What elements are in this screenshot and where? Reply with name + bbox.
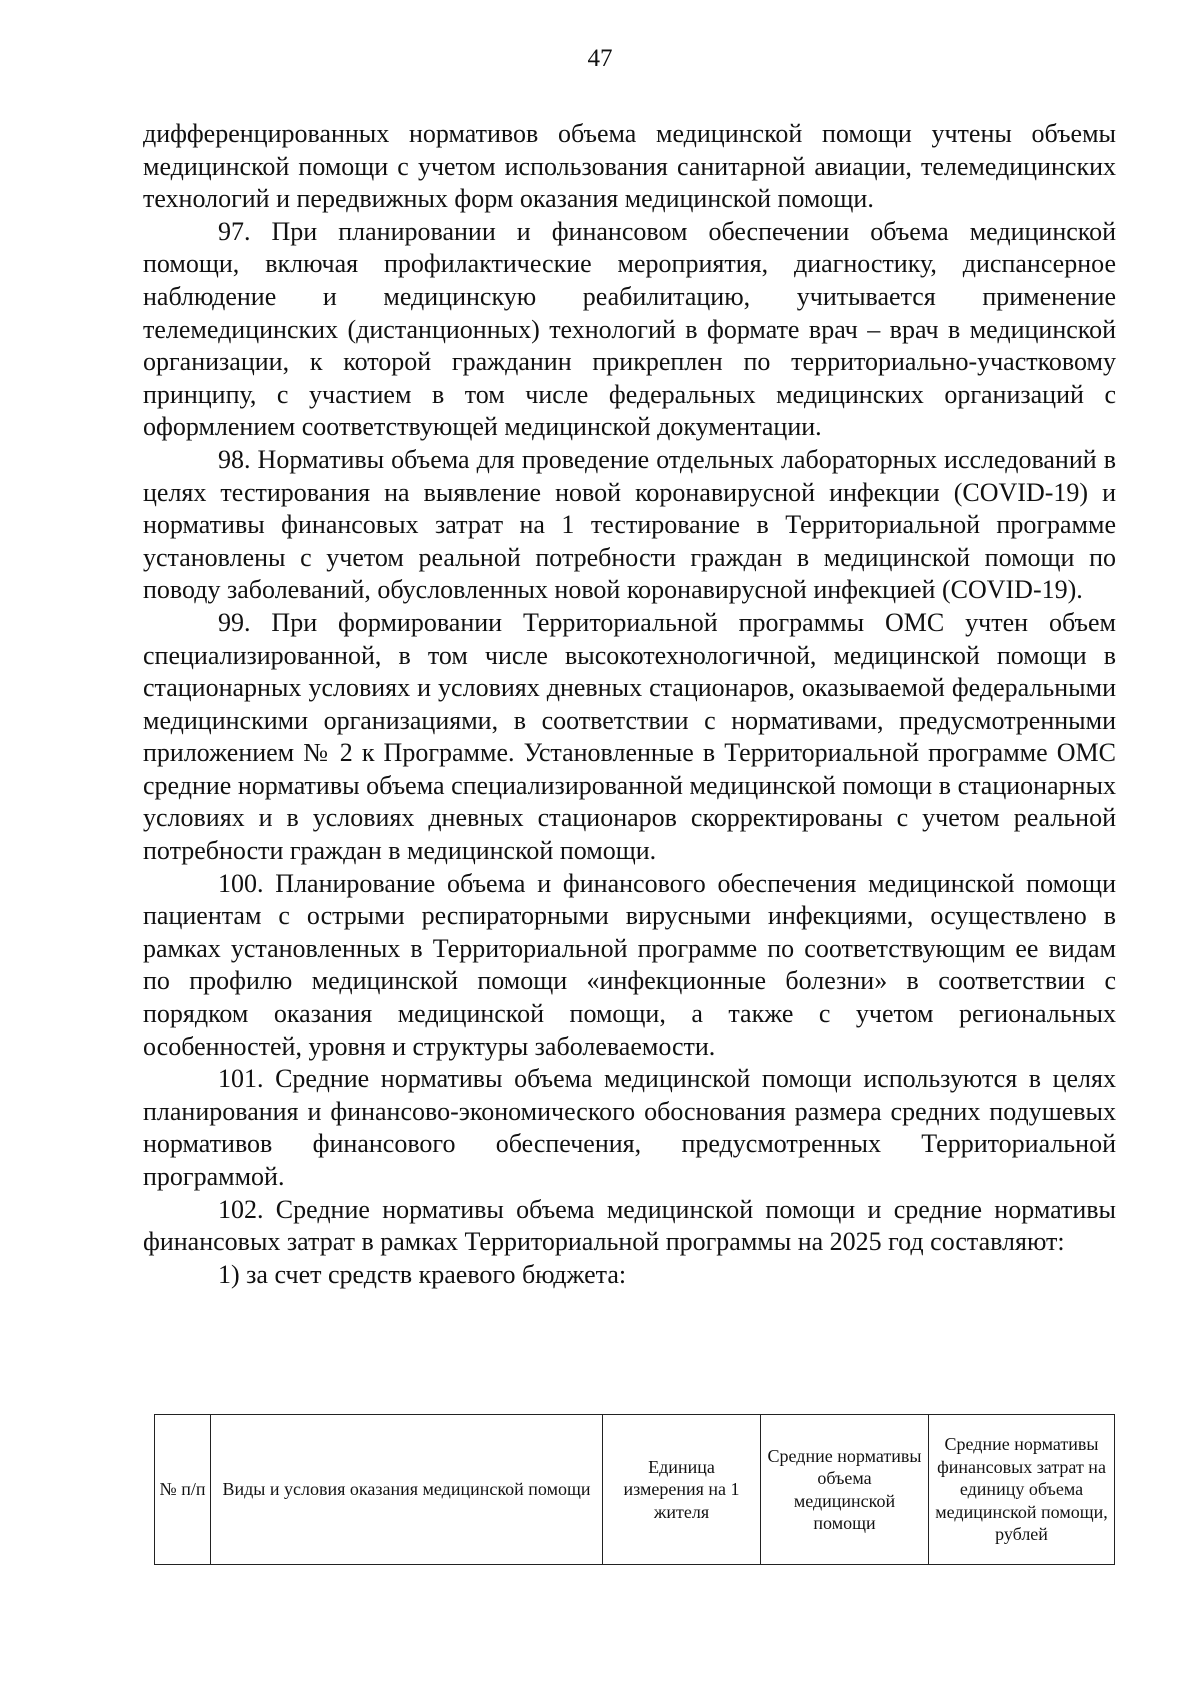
norms-table [154,1414,1115,1565]
document-body [143,118,1116,1291]
page-number: 47 [587,45,613,72]
paragraph-102-item-1: 1) за счет средств краевого бюджета: [218,1259,627,1289]
norms-table-container [154,1414,1114,1565]
paragraph-97: 97. При планировании и финансовом обеспечении объема медицинской помощи, включая профилактические мероприятия, диагностику, диспансерное наблюдение и медицинскую реабилитацию, учитывается применение телемедицинских (дистанционных) технологий в формате врач – врач в медицинской организации, к которой гражданин прикреплен по территориально-участковому принципу, с участием в том числе федеральных медицинских организаций с оформлением соответствующей медицинской документации. [143,216,1116,442]
header-cost-norm: Средние нормативы финансовых затрат на единицу объема медицинской помощи, рублей [929,1415,1115,1565]
paragraph-continuation: дифференцированных нормативов объема медицинской помощи учтены объемы медицинской помощи с учетом использования санитарной авиации, телемедицинских технологий и передвижных форм оказания медицинской помощи. [143,119,1116,214]
header-care-type: Виды и условия оказания медицинской помощи [211,1415,603,1565]
header-volume-norm: Средние нормативы объема медицинской помощи [761,1415,929,1565]
paragraph-102: 102. Средние нормативы объема медицинской помощи и средние нормативы финансовых затрат в рамках Территориальной программы на 2025 год составляют: [143,1194,1116,1257]
header-row-number: № п/п [155,1415,211,1565]
paragraph-101: 101. Средние нормативы объема медицинской помощи используются в целях планирования и финансово-экономического обоснования размера средних подушевых нормативов финансового обеспечения, предусмотренных Территориальной программой. [143,1064,1116,1191]
header-unit: Единица измерения на 1 жителя [603,1415,761,1565]
paragraph-99: 99. При формировании Территориальной программы ОМС учтен объем специализированной, в том числе высокотехнологичной, медицинской помощи в стационарных условиях и условиях дневных стационаров, оказываемой федеральными медицинскими организациями, в соответствии с нормативами, предусмотренными приложением № 2 к Программе. Установленные в Территориальной программе ОМС средние нормативы объема специализированной медицинской помощи в стационарных условиях и в условиях дневных стационаров скорректированы с учетом реальной потребности граждан в медицинской помощи. [143,607,1116,866]
paragraph-98: 98. Нормативы объема для проведение отдельных лабораторных исследований в целях тестирования на выявление новой коронавирусной инфекции (COVID-19) и нормативы финансовых затрат на 1 тестирование в Территориальной программе установлены с учетом реальной потребности граждан в медицинской помощи по поводу заболеваний, обусловленных новой коронавирусной инфекцией (COVID-19). [143,444,1116,605]
table-header-row [155,1415,1115,1565]
paragraph-100: 100. Планирование объема и финансового обеспечения медицинской помощи пациентам с острыми респираторными вирусными инфекциями, осуществлено в рамках установленных в Территориальной программе по соответствующим ее видам по профилю медицинской помощи «инфекционные болезни» в соответствии с порядком оказания медицинской помощи, а также с учетом региональных особенностей, уровня и структуры заболеваемости. [143,868,1116,1061]
